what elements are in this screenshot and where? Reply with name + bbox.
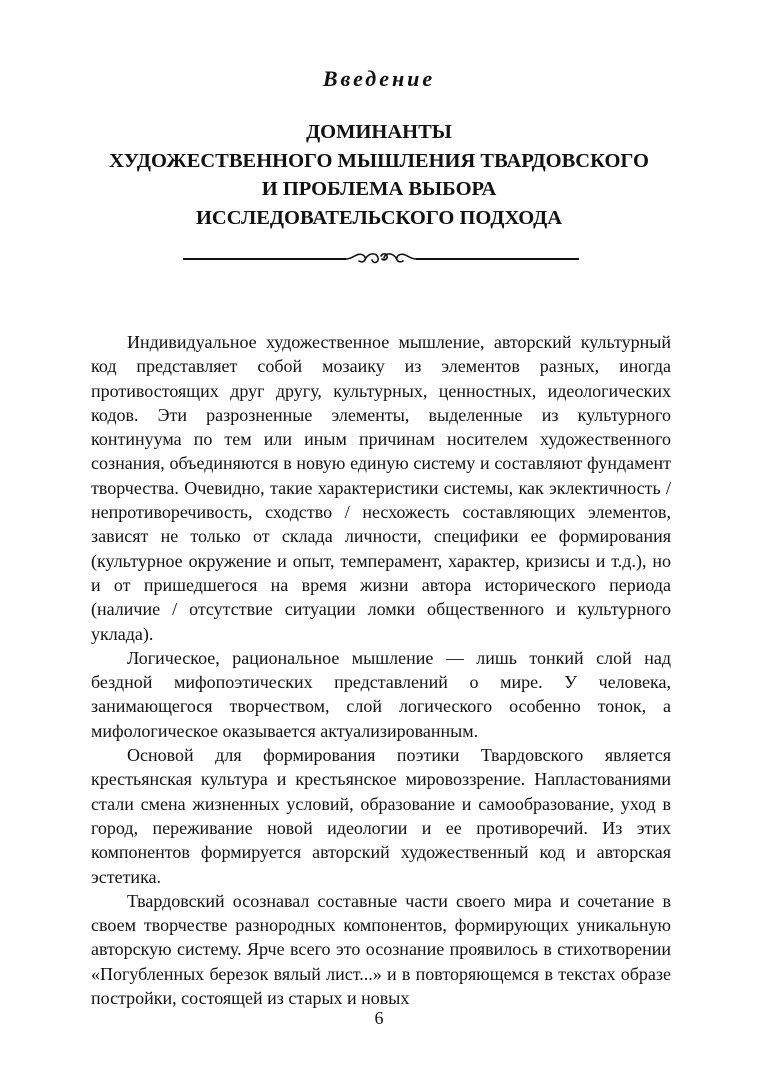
section-label: Введение [322,66,436,91]
ornament-divider-icon [183,246,579,268]
chapter-title-line: ДОМИНАНТЫ [306,121,452,143]
chapter-title-line: ИССЛЕДОВАТЕЛЬСКОГО ПОДХОДА [195,206,563,229]
chapter-title [60,118,698,232]
paragraph: Основой для формирования поэтики Твардовского является крестьянская культура и крестьянское мировоззрение. Напластованиями стали смена жизненных условий, образование и самообразование, уход в город, переживание новой идеологии и ее противоречий. Из этих компонентов формируется авторский художественный код и авторская эстетика. [91,745,671,887]
chapter-title-line: И ПРОБЛЕМА ВЫБОРА [261,178,497,200]
chapter-title-line: ХУДОЖЕСТВЕННОГО МЫШЛЕНИЯ ТВАРДОВСКОГО [109,149,649,172]
paragraph: Твардовский осознавал составные части своего мира и сочетание в своем творчестве разнородных компонентов, формирующих уникальную авторскую систему. Ярче всего это осознание проявилось в стихотворении «Погубленных березок вялый лист...» и в повторяющемся в текстах образе постройки, состоящей из старых и новых [91,890,671,1009]
paragraph: Логическое, рациональное мышление — лишь тонкий слой над бездной мифопоэтических представлений о мире. У человека, занимающегося творчеством, слой логического особенно тонок, а мифологическое оказывается актуализированным. [91,647,671,741]
body-text [91,330,671,1010]
paragraph: Индивидуальное художественное мышление, авторский культурный код представляет собой мозаику из элементов разных, иногда противостоящих друг другу, культурных, ценностных, идеологических кодов. Эти разрозненные элементы, выделенные из культурного континуума по тем или иным причинам носителем художественного сознания, объединяются в новую единую систему и составляют фундамент творчества. Очевидно, такие характеристики системы, как эклектичность / непротиворечивость, сходство / несхожесть составляющих элементов, зависят не только от склада личности, специфики ее формирования (культурное окружение и опыт, темперамент, характер, кризисы и т.д.), но и от пришедшегося на время жизни автора исторического периода (наличие / отсутствие ситуации ломки общественного и культурного уклада). [91,332,671,644]
page-number: 6 [374,1008,384,1028]
